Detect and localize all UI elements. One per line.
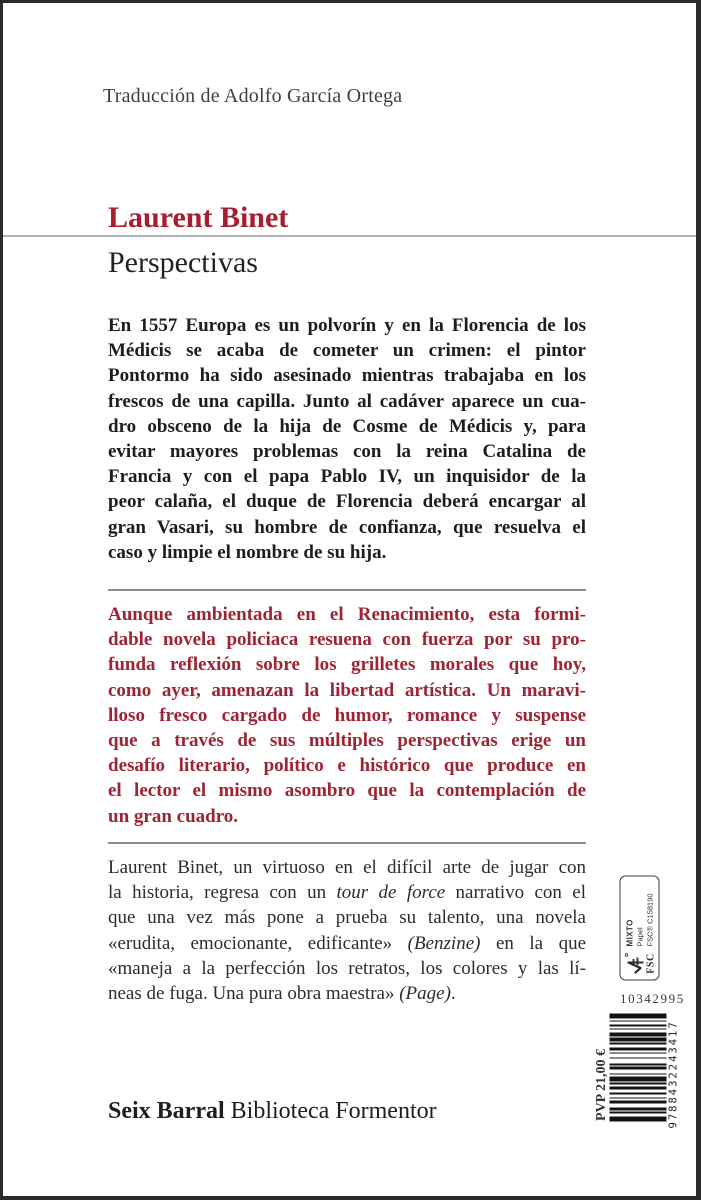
fsc-material-label: Papel [635, 927, 644, 947]
fsc-wordmark: FSC [645, 953, 656, 974]
author-name: Laurent Binet [108, 201, 289, 234]
author-note-paragraph: Laurent Binet, un virtuoso en el difícil arte de jugar con la historia, regresa con un tour de force narrativo con el que una vez más pone a prueba su talento, una novela «erudita, emocionante, edificante» (Benzine) en la que «maneja a la perfección los retratos, los colores y las lí- neas de fuga. Una pura obra maestra» (Page). [108, 857, 587, 1005]
fsc-tree-icon [623, 953, 645, 975]
review-paragraph: Aunque ambientada en el Renacimiento, esta formi- dable novela policiaca resuena con fuerza por su pro- funda reflexión sobre los grilletes morales que hoy, como ayer, amenazan la libertad artística. Un maravi- lloso fresco cargado de humor, romance y suspense que a través de sus múltiples perspectivas erige un desafío literario, político e histórico que produce en el lector el mismo asombro que la contemplación de un gran cuadro. [108, 604, 586, 827]
fsc-type-label: MIXTO [625, 919, 634, 947]
review-divider-top [108, 589, 586, 591]
book-title: Perspectivas [108, 246, 258, 279]
collection-name: Biblioteca Formentor [230, 1098, 437, 1124]
fsc-license-code: FSC® C158190 [645, 893, 654, 947]
isbn-barcode [610, 1014, 682, 1129]
translation-credit: Traducción de Adolfo García Ortega [103, 85, 403, 107]
fsc-label [620, 876, 660, 981]
publisher-imprint: Seix Barral [108, 1098, 225, 1124]
review-divider-bottom [108, 842, 586, 844]
synopsis-paragraph: En 1557 Europa es un polvorín y en la Florencia de los Médicis se acaba de cometer un crimen: el pintor Pontormo ha sido asesinado mientras trabajaba en los frescos de una capilla. Junto al cadáver aparece un cua- dro obsceno de la hija de Cosme de Médicis y, para evitar mayores problemas con la reina Catalina de Francia y con el papa Pablo IV, un inquisidor de la peor calaña, el duque de Florencia deberá encargar al gran Vasari, su hombre de confianza, que resuelva el caso y limpie el nombre de su hija. [108, 315, 586, 563]
author-rule [3, 235, 696, 237]
price-label: PVP 21,00 € [594, 1049, 609, 1121]
product-code: 10342995 [620, 991, 685, 1006]
barcode-bars [610, 1014, 667, 1122]
publisher-line [108, 1098, 437, 1125]
fsc-logo [623, 953, 656, 975]
isbn-digits: 9788432243417 [667, 1020, 680, 1129]
